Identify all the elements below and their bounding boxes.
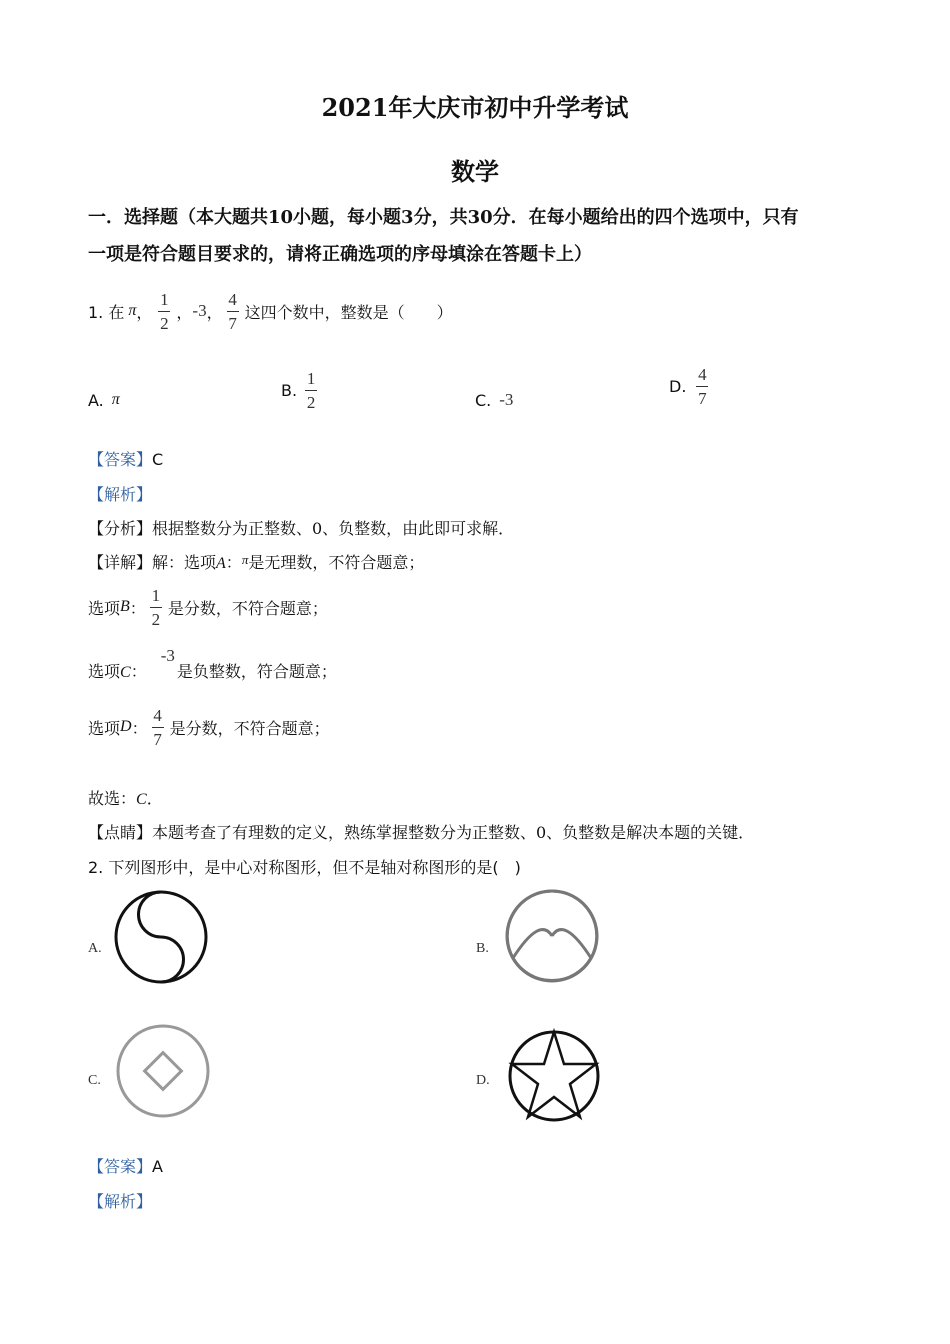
numerator: 4: [153, 705, 162, 725]
yin-yang-icon: [110, 887, 212, 987]
separator: ，: [136, 302, 153, 322]
option-a-value: π: [111, 391, 120, 408]
section-heading-line2: 一项是符合题目要求的，请将正确选项的序母填涂在答题卡上）: [88, 244, 592, 265]
choose-letter: C: [136, 791, 147, 808]
option-d-label: D.: [669, 376, 687, 396]
fraction-one-half: [158, 290, 170, 333]
numerator: 4: [698, 364, 707, 384]
section-heading-line1: 一．选择题（本大题共10小题，每小题3分，共30分．在每小题给出的四个选项中，只有: [88, 207, 799, 228]
option-a-label: A.: [88, 390, 104, 410]
numerator: 1: [160, 289, 169, 309]
option-c-label: C.: [475, 390, 492, 410]
dianjing-line: 【点睛】本题考查了有理数的定义，熟练掌握整数分为正整数、0、负整数是解决本题的关键．: [88, 823, 755, 842]
figure-a-label: A.: [88, 941, 102, 956]
question-1-number: 1. 在: [88, 302, 125, 322]
prefix: 选项: [88, 718, 121, 738]
answer-tag: 【答案】: [88, 1157, 153, 1176]
detail-option-c: 选项 C ： -3 是负整数，符合题意；: [88, 646, 337, 681]
three-arcs-icon: [500, 886, 604, 986]
choose-text: 故选：: [88, 789, 137, 808]
numerator: 1: [151, 585, 161, 605]
letter: B: [120, 598, 130, 615]
numerator: 1: [306, 368, 316, 388]
denominator: 7: [228, 313, 237, 333]
denominator: 2: [151, 609, 161, 629]
letter: C: [120, 664, 131, 681]
page-title: 2021年大庆市初中升学考试: [321, 93, 629, 122]
separator: ，: [206, 302, 223, 322]
option-a: [88, 385, 120, 415]
analysis-tag-2: 【解析】: [88, 1192, 153, 1211]
answer-line-2: [88, 1154, 163, 1177]
negative-three: -3: [192, 301, 207, 320]
detail-text: 是分数，不符合题意；: [169, 718, 330, 738]
letter: D: [120, 718, 132, 735]
numerator: 4: [228, 289, 237, 309]
page-subtitle: 数学: [451, 157, 499, 186]
answer-line-1: [88, 447, 163, 470]
detail-text: 是分数，不符合题意；: [167, 598, 328, 618]
star-circle-icon: [505, 1028, 603, 1124]
detail-option-a: 【详解】解：选项A：$^\pi$是无理数，不符合题意；: [88, 552, 425, 572]
figure-c-label: C.: [88, 1073, 101, 1088]
option-d-value: [696, 365, 708, 408]
denominator: 2: [306, 392, 316, 412]
question-2-stem: 2. 下列图形中，是中心对称图形，但不是轴对称图形的是( ): [88, 858, 521, 877]
separator: ，: [176, 302, 193, 322]
pi-symbol: π: [128, 302, 137, 319]
fraction-four-sevenths: [227, 290, 239, 333]
option-c-value: -3: [499, 390, 514, 409]
figure-b-label: B.: [476, 941, 489, 956]
option-c: [475, 385, 513, 415]
letter: A: [216, 555, 226, 572]
coin-square-icon: [112, 1020, 214, 1122]
option-b-value: [305, 369, 317, 412]
answer-value: C: [152, 450, 164, 469]
negative-three: -3: [160, 646, 175, 665]
option-d: [669, 362, 708, 410]
option-b: [281, 366, 317, 414]
detail-text: 是无理数，不符合题意；: [248, 553, 425, 572]
fraction-four-sevenths: [152, 706, 164, 749]
option-b-label: B.: [281, 380, 298, 400]
detail-text: 是负整数，符合题意；: [176, 662, 337, 681]
detail-option-b: 选项 B ： $\frac{1}{2}$ 是分数，不符合题意；: [88, 585, 328, 629]
detail-head: 【详解】解：选项: [88, 553, 217, 572]
prefix: 选项: [88, 598, 121, 618]
detail-option-d: 选项 D ： $\frac{4}{7}$ 是分数，不符合题意；: [88, 705, 330, 749]
prefix: 选项: [88, 662, 121, 681]
denominator: 7: [153, 729, 162, 749]
analysis-tag: 【解析】: [88, 485, 153, 504]
question-1-stem: [88, 279, 453, 343]
denominator: 7: [698, 388, 707, 408]
answer-tag: 【答案】: [88, 450, 153, 469]
pi-symbol: π: [241, 552, 249, 567]
answer-value: A: [152, 1157, 163, 1176]
choose-line: 故选：C．: [88, 789, 163, 808]
question-1-tail: 这四个数中，整数是（ ）: [244, 302, 453, 322]
analysis-summary: 【分析】根据整数分为正整数、0、负整数，由此即可求解．: [88, 519, 515, 538]
denominator: 2: [160, 313, 169, 333]
fraction-one-half: [150, 586, 162, 629]
figure-d-label: D.: [476, 1073, 490, 1088]
